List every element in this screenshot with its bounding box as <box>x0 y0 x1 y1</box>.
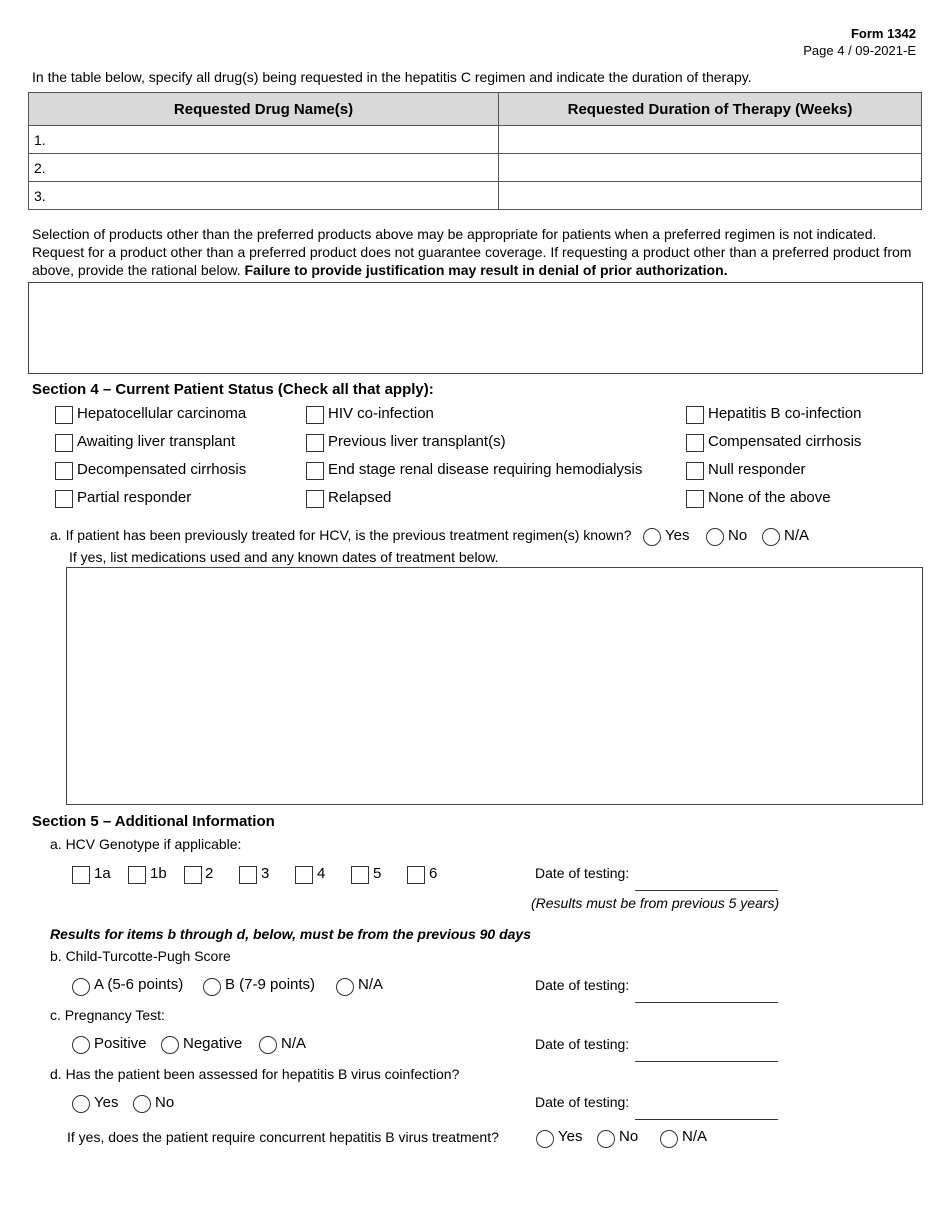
justification-line-text: above, provide the rational below. <box>32 262 241 278</box>
pregnancy-date-label: Date of testing: <box>535 1036 630 1052</box>
drug-name-cell[interactable]: 2. <box>29 154 499 182</box>
radio-label: B (7-9 points) <box>225 976 316 993</box>
checkbox-genotype-5[interactable] <box>351 866 369 884</box>
radio-label: No <box>619 1128 639 1145</box>
checkbox-label: 1b <box>150 865 167 882</box>
checkbox-null-responder[interactable] <box>686 462 704 480</box>
drug-name-cell[interactable]: 1. <box>29 126 499 154</box>
duration-cell[interactable] <box>499 182 922 210</box>
checkbox-label: 2 <box>205 865 214 882</box>
checkbox-genotype-4[interactable] <box>295 866 313 884</box>
checkbox-previous-liver-transplant[interactable] <box>306 434 324 452</box>
radio-treatment-known-na[interactable] <box>762 528 780 546</box>
justification-text <box>32 225 922 279</box>
checkbox-label: 6 <box>429 865 438 882</box>
radio-treatment-known-no[interactable] <box>706 528 724 546</box>
section5-title: Section 5 – Additional Information <box>32 813 275 830</box>
checkbox-label: 3 <box>261 865 270 882</box>
checkbox-label: Awaiting liver transplant <box>77 433 236 450</box>
section4-question-a-note: If yes, list medications used and any known dates of treatment below. <box>69 549 499 565</box>
checkbox-genotype-2[interactable] <box>184 866 202 884</box>
radio-label: Yes <box>558 1128 583 1145</box>
checkbox-partial-responder[interactable] <box>55 490 73 508</box>
section4-title: Section 4 – Current Patient Status (Check all that apply): <box>32 381 434 398</box>
justification-warning: Failure to provide justification may result in denial of prior authorization. <box>244 262 728 278</box>
checkbox-genotype-1a[interactable] <box>72 866 90 884</box>
form-number: Form 1342 <box>850 26 916 41</box>
genotype-results-note: (Results must be from previous 5 years) <box>531 895 780 911</box>
ctp-score-label: b. Child-Turcotte-Pugh Score <box>50 948 231 964</box>
checkbox-label: End stage renal disease requiring hemodialysis <box>328 461 643 478</box>
justification-line: Request for a product other than a preferred product does not guarantee coverage. If requesting a product other than a preferred product from <box>32 244 912 260</box>
radio-label: No <box>728 527 748 544</box>
radio-pregnancy-positive[interactable] <box>72 1036 90 1054</box>
radio-label: N/A <box>358 976 384 993</box>
justification-line <box>32 261 922 279</box>
checkbox-none-of-the-above[interactable] <box>686 490 704 508</box>
column-header: Requested Duration of Therapy (Weeks) <box>499 93 922 126</box>
radio-label: Negative <box>183 1035 243 1052</box>
hbv-assessment-label: d. Has the patient been assessed for hepatitis B virus coinfection? <box>50 1066 460 1082</box>
checkbox-relapsed[interactable] <box>306 490 324 508</box>
pregnancy-date-field[interactable] <box>635 1061 778 1062</box>
hbv-treatment-question: If yes, does the patient require concurrent hepatitis B virus treatment? <box>67 1129 499 1145</box>
radio-label: Positive <box>94 1035 147 1052</box>
radio-label: N/A <box>784 527 810 544</box>
radio-hbv-assessed-yes[interactable] <box>72 1095 90 1113</box>
column-header: Requested Drug Name(s) <box>29 93 499 126</box>
drug-table <box>28 92 922 210</box>
radio-hbv-treatment-yes[interactable] <box>536 1130 554 1148</box>
checkbox-label: Relapsed <box>328 489 392 506</box>
checkbox-label: HIV co-infection <box>328 405 434 422</box>
checkbox-label: Previous liver transplant(s) <box>328 433 506 450</box>
checkbox-hepatocellular-carcinoma[interactable] <box>55 406 73 424</box>
radio-label: Yes <box>94 1094 119 1111</box>
drug-name-cell[interactable]: 3. <box>29 182 499 210</box>
radio-label: N/A <box>682 1128 708 1145</box>
checkbox-label: 1a <box>94 865 111 882</box>
ctp-date-field[interactable] <box>635 1002 778 1003</box>
checkbox-hiv-coinfection[interactable] <box>306 406 324 424</box>
ctp-date-label: Date of testing: <box>535 977 630 993</box>
radio-treatment-known-yes[interactable] <box>643 528 661 546</box>
duration-cell[interactable] <box>499 154 922 182</box>
checkbox-label: None of the above <box>708 489 831 506</box>
genotype-date-label: Date of testing: <box>535 865 630 881</box>
pregnancy-test-label: c. Pregnancy Test: <box>50 1007 165 1023</box>
radio-label: A (5-6 points) <box>94 976 184 993</box>
radio-label: No <box>155 1094 175 1111</box>
radio-label: N/A <box>281 1035 307 1052</box>
page-info: Page 4 / 09-2021-E <box>803 43 916 58</box>
checkbox-esrd-hemodialysis[interactable] <box>306 462 324 480</box>
radio-label: Yes <box>665 527 690 544</box>
checkbox-label: Partial responder <box>77 489 192 506</box>
radio-pregnancy-negative[interactable] <box>161 1036 179 1054</box>
checkbox-genotype-1b[interactable] <box>128 866 146 884</box>
checkbox-genotype-6[interactable] <box>407 866 425 884</box>
justification-line: Selection of products other than the preferred products above may be appropriate for patients when a preferred regimen is not indicated. <box>32 226 877 242</box>
checkbox-label: 4 <box>317 865 326 882</box>
previous-treatment-textbox[interactable] <box>66 567 923 805</box>
table-header-row <box>29 93 922 126</box>
radio-hbv-assessed-no[interactable] <box>133 1095 151 1113</box>
checkbox-hepatitis-b-coinfection[interactable] <box>686 406 704 424</box>
radio-hbv-treatment-no[interactable] <box>597 1130 615 1148</box>
intro-text: In the table below, specify all drug(s) being requested in the hepatitis C regimen and indicate the duration of therapy. <box>32 69 752 85</box>
checkbox-awaiting-liver-transplant[interactable] <box>55 434 73 452</box>
radio-hbv-treatment-na[interactable] <box>660 1130 678 1148</box>
genotype-label: a. HCV Genotype if applicable: <box>50 836 242 852</box>
hbv-date-label: Date of testing: <box>535 1094 630 1110</box>
table-row <box>29 126 922 154</box>
checkbox-compensated-cirrhosis[interactable] <box>686 434 704 452</box>
radio-ctp-na[interactable] <box>336 978 354 996</box>
hbv-date-field[interactable] <box>635 1119 778 1120</box>
radio-pregnancy-na[interactable] <box>259 1036 277 1054</box>
checkbox-label: 5 <box>373 865 382 882</box>
results-90-days-note: Results for items b through d, below, must be from the previous 90 days <box>50 926 532 942</box>
checkbox-genotype-3[interactable] <box>239 866 257 884</box>
checkbox-label: Null responder <box>708 461 806 478</box>
genotype-date-field[interactable] <box>635 890 778 891</box>
checkbox-label: Compensated cirrhosis <box>708 433 862 450</box>
checkbox-label: Hepatocellular carcinoma <box>77 405 247 422</box>
radio-ctp-b[interactable] <box>203 978 221 996</box>
table-row <box>29 154 922 182</box>
checkbox-label: Hepatitis B co-infection <box>708 405 862 422</box>
duration-cell[interactable] <box>499 126 922 154</box>
checkbox-label: Decompensated cirrhosis <box>77 461 247 478</box>
justification-textbox[interactable] <box>28 282 923 374</box>
table-row <box>29 182 922 210</box>
checkbox-decompensated-cirrhosis[interactable] <box>55 462 73 480</box>
radio-ctp-a[interactable] <box>72 978 90 996</box>
section4-question-a: a. If patient has been previously treated for HCV, is the previous treatment regimen(s) known? <box>50 527 632 543</box>
